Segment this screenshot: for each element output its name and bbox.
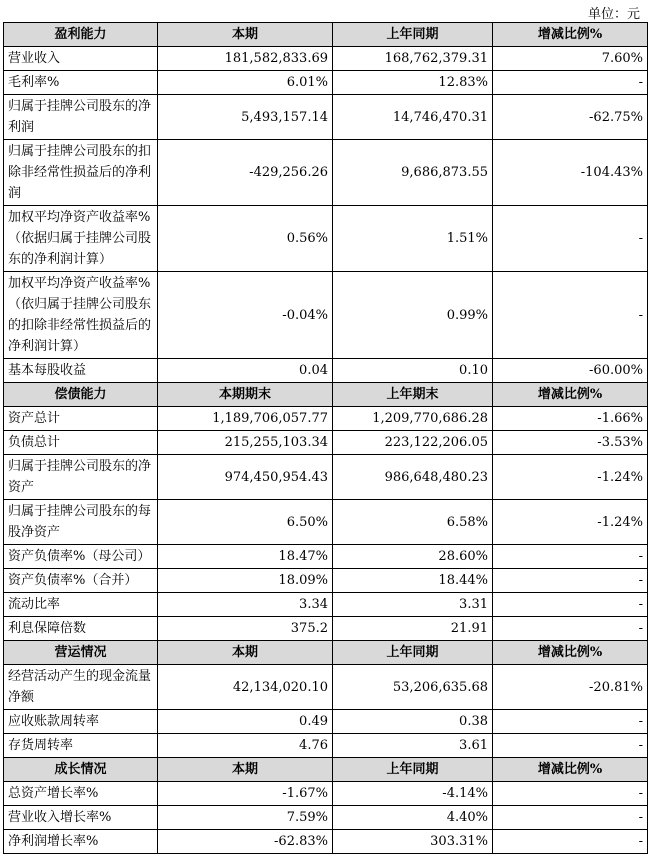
table-row	[4, 140, 648, 206]
cell-value: 1,189,706,057.77	[158, 407, 333, 431]
cell-value: -62.83%	[158, 830, 333, 854]
column-header: 增减比例%	[493, 383, 648, 407]
table-row	[4, 806, 648, 830]
cell-value: -60.00%	[493, 359, 648, 383]
cell-value: 303.31%	[333, 830, 493, 854]
row-label: 毛利率%	[4, 71, 158, 95]
row-label: 资产总计	[4, 407, 158, 431]
table-row	[4, 455, 648, 500]
section-header	[4, 641, 648, 665]
cell-value: 3.34	[158, 593, 333, 617]
cell-value: 9,686,873.55	[333, 140, 493, 206]
cell-value: 223,122,206.05	[333, 431, 493, 455]
cell-value: 18.44%	[333, 569, 493, 593]
row-label: 总资产增长率%	[4, 782, 158, 806]
row-label: 归属于挂牌公司股东的净资产	[4, 455, 158, 500]
cell-value: 375.2	[158, 617, 333, 641]
section-title: 盈利能力	[4, 23, 158, 47]
row-label: 归属于挂牌公司股东的净利润	[4, 95, 158, 140]
row-label: 经营活动产生的现金流量净额	[4, 665, 158, 710]
column-header: 本期期末	[158, 383, 333, 407]
cell-value: 5,493,157.14	[158, 95, 333, 140]
cell-value: -	[493, 710, 648, 734]
row-label: 加权平均净资产收益率%（依归属于挂牌公司股东的扣除非经常性损益后的净利润计算）	[4, 272, 158, 359]
cell-value: -1.24%	[493, 455, 648, 500]
cell-value: -	[493, 593, 648, 617]
cell-value: 215,255,103.34	[158, 431, 333, 455]
cell-value: 6.01%	[158, 71, 333, 95]
table-row	[4, 830, 648, 854]
cell-value: 0.49	[158, 710, 333, 734]
table-row	[4, 593, 648, 617]
table-row	[4, 545, 648, 569]
cell-value: 7.59%	[158, 806, 333, 830]
cell-value: -1.66%	[493, 407, 648, 431]
cell-value: -3.53%	[493, 431, 648, 455]
cell-value: 4.40%	[333, 806, 493, 830]
cell-value: 12.83%	[333, 71, 493, 95]
row-label: 归属于挂牌公司股东的每股净资产	[4, 500, 158, 545]
table-row	[4, 710, 648, 734]
row-label: 流动比率	[4, 593, 158, 617]
table-row	[4, 359, 648, 383]
table-row	[4, 569, 648, 593]
cell-value: 1,209,770,686.28	[333, 407, 493, 431]
cell-value: -	[493, 782, 648, 806]
table-row	[4, 782, 648, 806]
cell-value: 18.09%	[158, 569, 333, 593]
row-label: 基本每股收益	[4, 359, 158, 383]
table-row	[4, 665, 648, 710]
cell-value: 0.38	[333, 710, 493, 734]
cell-value: -	[493, 545, 648, 569]
cell-value: -429,256.26	[158, 140, 333, 206]
table-row	[4, 500, 648, 545]
row-label: 资产负债率%（母公司）	[4, 545, 158, 569]
cell-value: -104.43%	[493, 140, 648, 206]
cell-value: 53,206,635.68	[333, 665, 493, 710]
table-row	[4, 734, 648, 758]
section-title: 营运情况	[4, 641, 158, 665]
cell-value: 4.76	[158, 734, 333, 758]
column-header: 上年同期	[333, 23, 493, 47]
cell-value: -	[493, 617, 648, 641]
cell-value: -0.04%	[158, 272, 333, 359]
cell-value: -	[493, 272, 648, 359]
cell-value: -	[493, 569, 648, 593]
cell-value: 7.60%	[493, 47, 648, 71]
cell-value: 986,648,480.23	[333, 455, 493, 500]
cell-value: 28.60%	[333, 545, 493, 569]
cell-value: 1.51%	[333, 206, 493, 272]
section-header	[4, 758, 648, 782]
section-header	[4, 23, 648, 47]
table-row	[4, 431, 648, 455]
financial-indicators-table	[3, 22, 648, 854]
cell-value: 42,134,020.10	[158, 665, 333, 710]
cell-value: 3.31	[333, 593, 493, 617]
column-header: 本期	[158, 23, 333, 47]
cell-value: 0.56%	[158, 206, 333, 272]
unit-label: 单位：元	[587, 7, 640, 22]
cell-value: 3.61	[333, 734, 493, 758]
cell-value: 0.04	[158, 359, 333, 383]
cell-value: -	[493, 806, 648, 830]
section-title: 偿债能力	[4, 383, 158, 407]
cell-value: 14,746,470.31	[333, 95, 493, 140]
cell-value: 168,762,379.31	[333, 47, 493, 71]
section-header	[4, 383, 648, 407]
cell-value: 21.91	[333, 617, 493, 641]
column-header: 上年同期	[333, 758, 493, 782]
column-header: 本期	[158, 641, 333, 665]
cell-value: -4.14%	[333, 782, 493, 806]
table-row	[4, 71, 648, 95]
cell-value: -1.67%	[158, 782, 333, 806]
row-label: 应收账款周转率	[4, 710, 158, 734]
column-header: 增减比例%	[493, 758, 648, 782]
cell-value: 181,582,833.69	[158, 47, 333, 71]
cell-value: -	[493, 830, 648, 854]
row-label: 加权平均净资产收益率%（依据归属于挂牌公司股东的净利润计算）	[4, 206, 158, 272]
cell-value: -	[493, 71, 648, 95]
row-label: 资产负债率%（合并）	[4, 569, 158, 593]
section-title: 成长情况	[4, 758, 158, 782]
column-header: 上年同期	[333, 641, 493, 665]
cell-value: 0.99%	[333, 272, 493, 359]
row-label: 归属于挂牌公司股东的扣除非经常性损益后的净利润	[4, 140, 158, 206]
row-label: 负债总计	[4, 431, 158, 455]
column-header: 本期	[158, 758, 333, 782]
column-header: 增减比例%	[493, 641, 648, 665]
cell-value: -62.75%	[493, 95, 648, 140]
column-header: 上年期末	[333, 383, 493, 407]
table-row	[4, 95, 648, 140]
cell-value: 974,450,954.43	[158, 455, 333, 500]
table-row	[4, 47, 648, 71]
row-label: 营业收入增长率%	[4, 806, 158, 830]
cell-value: -1.24%	[493, 500, 648, 545]
cell-value: -	[493, 206, 648, 272]
column-header: 增减比例%	[493, 23, 648, 47]
table-row	[4, 272, 648, 359]
cell-value: 0.10	[333, 359, 493, 383]
cell-value: -	[493, 734, 648, 758]
table-row	[4, 407, 648, 431]
table-row	[4, 206, 648, 272]
cell-value: 18.47%	[158, 545, 333, 569]
cell-value: 6.50%	[158, 500, 333, 545]
row-label: 净利润增长率%	[4, 830, 158, 854]
cell-value: 6.58%	[333, 500, 493, 545]
row-label: 利息保障倍数	[4, 617, 158, 641]
row-label: 营业收入	[4, 47, 158, 71]
cell-value: -20.81%	[493, 665, 648, 710]
row-label: 存货周转率	[4, 734, 158, 758]
table-row	[4, 617, 648, 641]
